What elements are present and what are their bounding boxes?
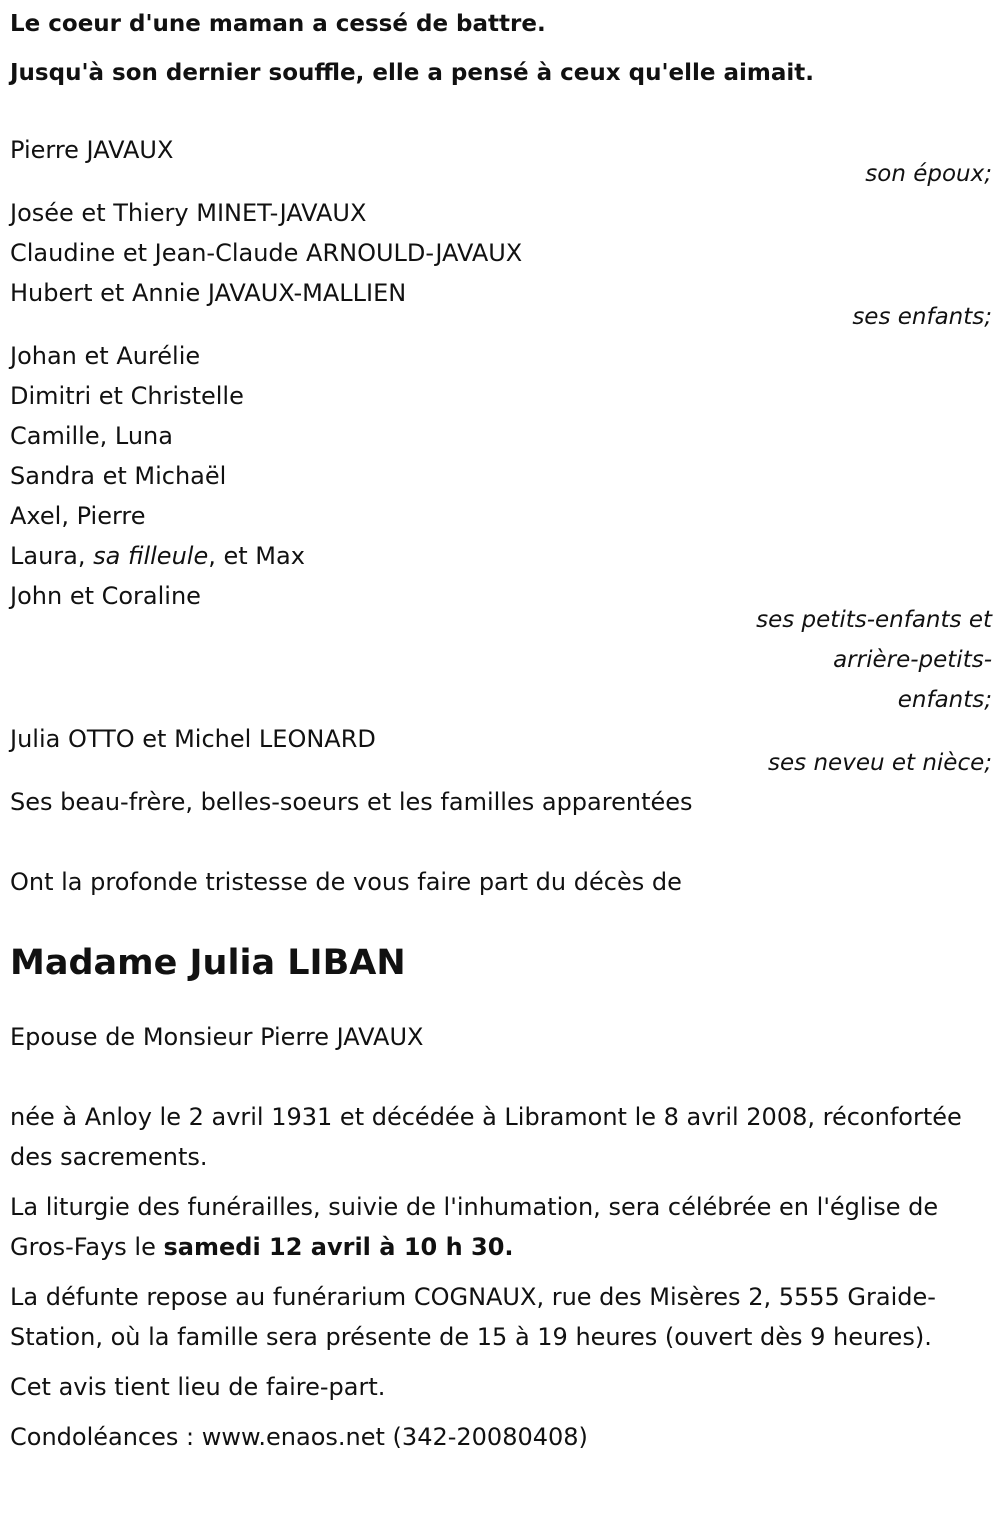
children-block [10,193,992,337]
laura-prefix: Laura, [10,542,94,570]
liturgy-date: samedi 12 avril à 10 h 30. [163,1233,514,1261]
grandchild-name: Camille, Luna [10,422,173,450]
child-name: Claudine et Jean-Claude ARNOULD-JAVAUX [10,239,523,267]
grandchild-name: Sandra et Michaël [10,462,227,490]
nephew-niece-block [10,719,992,783]
intro-line-1: Le coeur d'une maman a cessé de battre. [10,11,546,37]
laura-suffix: , et Max [208,542,305,570]
grandchild-name: John et Coraline [10,582,201,610]
funerarium-paragraph: La défunte repose au funérarium COGNAUX, rue des Misères 2, 5555 Graide-Station, où la famille sera présente de 15 à 19 heures (ouvert dès 9 heures). [10,1283,936,1351]
notice-line: Cet avis tient lieu de faire-part. [10,1373,386,1401]
spouse-name: Pierre JAVAUX [10,136,174,164]
grandchild-name: Johan et Aurélie [10,342,201,370]
nephew-niece-relation: ses neveu et nièce; [768,750,992,776]
grandchild-name: Dimitri et Christelle [10,382,244,410]
condolences-line: Condoléances : www.enaos.net (342-20080408) [10,1423,588,1451]
liturgy-text: La liturgie des funérailles, suivie de l'inhumation, sera célébrée en l'église de Gros-Fays le [10,1193,939,1261]
deceased-name: Madame Julia LIBAN [10,943,406,983]
child-name: Josée et Thiery MINET-JAVAUX [10,199,367,227]
spouse-block [10,130,992,194]
birth-death-paragraph: née à Anloy le 2 avril 1931 et décédée à Libramont le 8 avril 2008, réconfortée des sacrements. [10,1103,962,1171]
intro-line-2: Jusqu'à son dernier souffle, elle a pensé à ceux qu'elle aimait. [10,60,814,86]
grandchildren-block [10,336,992,720]
liturgy-paragraph [10,1187,992,1267]
spouse-of-line: Epouse de Monsieur Pierre JAVAUX [10,1023,424,1051]
spouse-relation: son époux; [865,161,992,187]
child-name: Hubert et Annie JAVAUX-MALLIEN [10,279,407,307]
goddaughter-note: sa filleule [93,542,209,570]
in-laws-line: Ses beau-frère, belles-soeurs et les familles apparentées [10,788,693,816]
announcement-line: Ont la profonde tristesse de vous faire part du décès de [10,868,682,896]
obituary-notice [10,0,992,1457]
grandchild-laura [10,536,992,576]
grandchild-name: Axel, Pierre [10,502,146,530]
children-relation: ses enfants; [852,304,992,330]
grandchildren-relation: ses petits-enfants et arrière-petits-enfants; [756,607,992,713]
nephew-niece-names: Julia OTTO et Michel LEONARD [10,725,376,753]
